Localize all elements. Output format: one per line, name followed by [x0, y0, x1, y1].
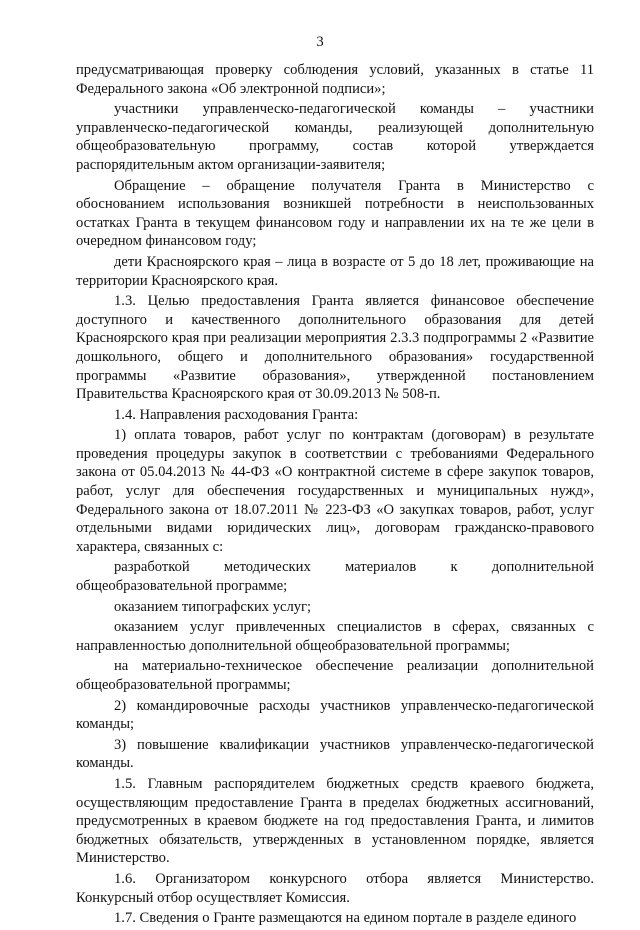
paragraph: 1.7. Сведения о Гранте размещаются на едином портале в разделе единого	[114, 910, 577, 927]
paragraph: 2) командировочные расходы участников управленческо-педагогической команды;	[76, 697, 594, 733]
document-body	[76, 61, 594, 930]
paragraph: 1) оплата товаров, работ услуг по контрактам (договорам) в результате проведения процедуры закупок в соответствии с требованиями Федерального закона от 05.04.2013 № 44-ФЗ «О контрактной системе в сфере закупок товаров, работ, услуг для обеспечения государственных и муниципальных нужд», Федерального закона от 18.07.2011 № 223-ФЗ «О закупках товаров, работ, услуг отдельными видами юридических лиц», договорам гражданско-правового характера, связанных с:	[76, 427, 594, 555]
paragraph: 1.3. Целью предоставления Гранта является финансовое обеспечение доступного и качественного дополнительного образования для детей Красноярского края при реализации мероприятия 2.3.3 подпрограммы 2 «Развитие дошкольного, общего и дополнительного образования» государственной программы «Развитие образования», утвержденной постановлением Правительства Красноярского края от 30.09.2013 № 508-п.	[76, 293, 594, 403]
paragraph: 1.4. Направления расходования Гранта:	[114, 406, 359, 423]
paragraph: оказанием типографских услуг;	[114, 598, 312, 615]
paragraph: разработкой методических материалов к дополнительной общеобразовательной программе;	[76, 559, 594, 595]
paragraph: 1.6. Организатором конкурсного отбора является Министерство. Конкурсный отбор осуществляет Комиссия.	[76, 870, 594, 906]
paragraph: 3) повышение квалификации участников управленческо-педагогической команды.	[76, 736, 594, 772]
paragraph: участники управленческо-педагогической команды – участники управленческо-педагогической команды, реализующей дополнительную общеобразовательную программу, состав которой утверждается распорядительным актом организации-заявителя;	[76, 101, 594, 173]
paragraph: Обращение – обращение получателя Гранта в Министерство с обоснованием использования возникшей потребности в неиспользованных остатках Гранта в текущем финансовом году и направлении их на те же цели в очередном финансовом году;	[76, 177, 594, 250]
paragraph: на материально-техническое обеспечение реализации дополнительной общеобразовательной программы;	[76, 658, 594, 693]
paragraph: предусматривающая проверку соблюдения условий, указанных в статье 11 Федерального закона «Об электронной подписи»;	[76, 62, 594, 97]
paragraph: 1.5. Главным распорядителем бюджетных средств краевого бюджета, осуществляющим предоставление Гранта в пределах бюджетных ассигнований, предусмотренных в краевом бюджете на год предоставления Гранта, и лимитов бюджетных обязательств, утвержденных в установленном порядке, является Министерство.	[76, 775, 594, 867]
paragraph: оказанием услуг привлеченных специалистов в сферах, связанных с направленностью дополнительной общеобразовательной программы;	[76, 619, 594, 654]
page-number: 3	[316, 34, 324, 50]
paragraph: дети Красноярского края – лица в возрасте от 5 до 18 лет, проживающие на территории Красноярского края.	[76, 253, 594, 289]
